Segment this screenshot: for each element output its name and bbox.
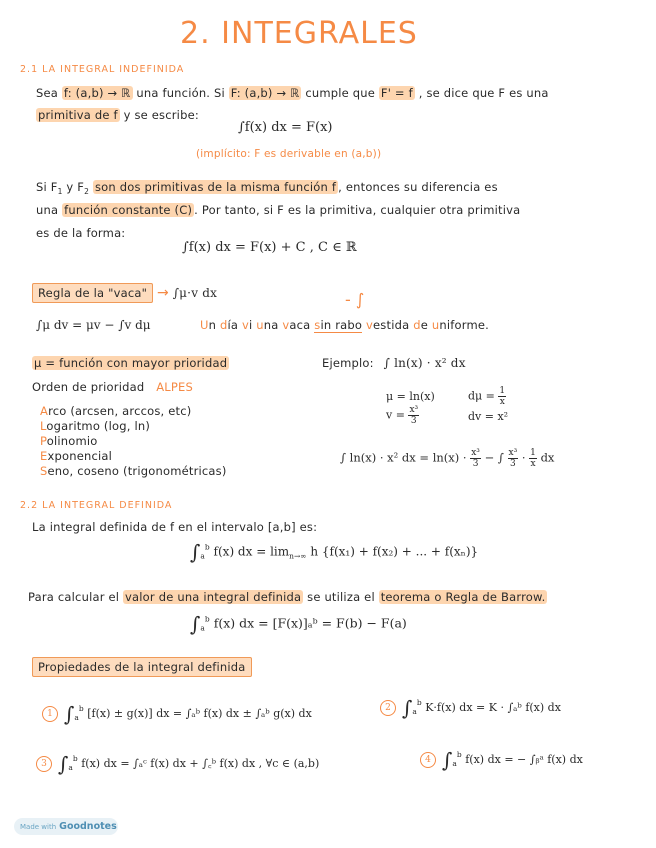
arrow-icon: →: [156, 285, 169, 301]
highlight-valor-integral: valor de una integral definida: [125, 590, 302, 604]
riemann-formula: $\int_a^b$ f(x) dx = $\lim_{n\to\infty} h$ {f(x₁) + f(x₂) + ... + f(xₙ)}: [190, 540, 479, 564]
highlight-F-prime: F' = f: [380, 86, 413, 100]
highlight-primitiva: primitiva de f: [38, 108, 118, 122]
section-heading-2-1: 2.1 LA INTEGRAL INDEFINIDA: [20, 64, 185, 75]
goodnotes-badge[interactable]: Made with Goodnotes: [14, 818, 118, 835]
alpes-item-exponencial: Exponencial: [40, 449, 113, 463]
highlight-regla-barrow: teorema o Regla de Barrow.: [380, 590, 546, 604]
alpes-item-arco: Arco (arcsen, arccos, etc): [40, 404, 192, 418]
barrow-text: Para calcular el valor de una integral definida se utiliza el teorema o Regla de Barrow.: [28, 590, 546, 604]
definite-definition-text: La integral definida de f en el intervalo [a,b] es:: [32, 520, 318, 534]
formula-general-primitive: ∫f(x) dx = F(x) + C , C ∈ ℝ: [182, 240, 357, 255]
alpes-item-logaritmo: Logaritmo (log, ln): [40, 419, 151, 433]
property-3: 3 $\int_a^b$ f(x) dx = ∫ₐᶜ f(x) dx + ∫꜀ᵇ f(x) dx , ∀c ∈ (a,b): [36, 752, 319, 776]
example-v: v = $\frac{\text{x³}}{3}$: [386, 405, 419, 426]
vaca-rule-box: Regla de la "vaca": [32, 283, 153, 303]
paragraph-2-line-3: es de la forma:: [36, 226, 126, 240]
highlight-dos-primitivas: son dos primitivas de la misma función f: [94, 180, 337, 194]
highlight-funcion-constante: función constante (C): [64, 203, 193, 217]
vaca-dash-integral: - ∫: [345, 290, 365, 309]
section-heading-2-2: 2.2 LA INTEGRAL DEFINIDA: [20, 500, 173, 511]
example-dv: dv = x²: [468, 410, 509, 423]
mu-definition: μ = función con mayor prioridad: [34, 356, 228, 370]
vaca-rule-integral: ∫μ·v dx: [172, 286, 218, 300]
definition-line-2: primitiva de f y se escribe:: [38, 108, 199, 122]
vaca-rule-row: [32, 285, 217, 301]
example-dmu: dμ = $\frac{1}{x}$: [468, 386, 506, 407]
properties-box: Propiedades de la integral definida: [32, 657, 252, 677]
property-2: 2 $\int_a^b$ K·f(x) dx = K · ∫ₐᵇ f(x) dx: [380, 696, 561, 720]
priority-order-row: Orden de prioridad ALPES: [32, 380, 193, 394]
vaca-mnemonic: Un día vi una vaca sin rabo vestida de uniforme.: [200, 318, 489, 332]
alpes-item-seno: Seno, coseno (trigonométricas): [40, 464, 227, 478]
paragraph-2-line-2: una función constante (C) . Por tanto, si F es la primitiva, cualquier otra primitiva: [36, 203, 521, 217]
property-4: 4 $\int_a^b$ f(x) dx = − ∫ᵦᵃ f(x) dx: [420, 748, 583, 772]
example-integral: ∫ ln(x) · x² dx: [383, 356, 466, 370]
paragraph-2-line-1: Si $F_1$ y $F_2$ son dos primitivas de la misma función f , entonces su diferencia es: [36, 180, 498, 196]
example-row: Ejemplo: ∫ ln(x) · x² dx: [322, 356, 466, 370]
alpes-item-polinomio: Polinomio: [40, 434, 98, 448]
highlight-f-domain: f: (a,b) → ℝ: [63, 86, 131, 100]
highlight-F-domain: F: (a,b) → ℝ: [230, 86, 300, 100]
formula-primitive: ∫f(x) dx = F(x): [238, 120, 333, 135]
definition-line-1: Sea f: (a,b) → ℝ una función. Si F: (a,b) → ℝ cumple que F' = f , se dice que F es una: [36, 86, 549, 100]
example-result: ∫ ln(x) · x² dx = ln(x) · $\frac{\text{x³}}{3}$ − ∫ $\frac{\text{x³}}{3}$ · $\frac{1}{x}$ dx: [340, 448, 555, 469]
example-mu: μ = ln(x): [386, 390, 435, 403]
barrow-formula: $\int_a^b$ f(x) dx = [F(x)]ₐᵇ = F(b) − F(a): [190, 612, 407, 636]
properties-box-row: [32, 660, 252, 674]
page-title: 2. INTEGRALES: [180, 16, 418, 51]
property-1: 1 $\int_a^b$ [f(x) ± g(x)] dx = ∫ₐᵇ f(x) dx ± ∫ₐᵇ g(x) dx: [42, 702, 312, 726]
vaca-formula: ∫μ dv = μv − ∫v dμ: [36, 318, 151, 332]
implicit-note: (implícito: F es derivable en (a,b)): [196, 148, 382, 160]
